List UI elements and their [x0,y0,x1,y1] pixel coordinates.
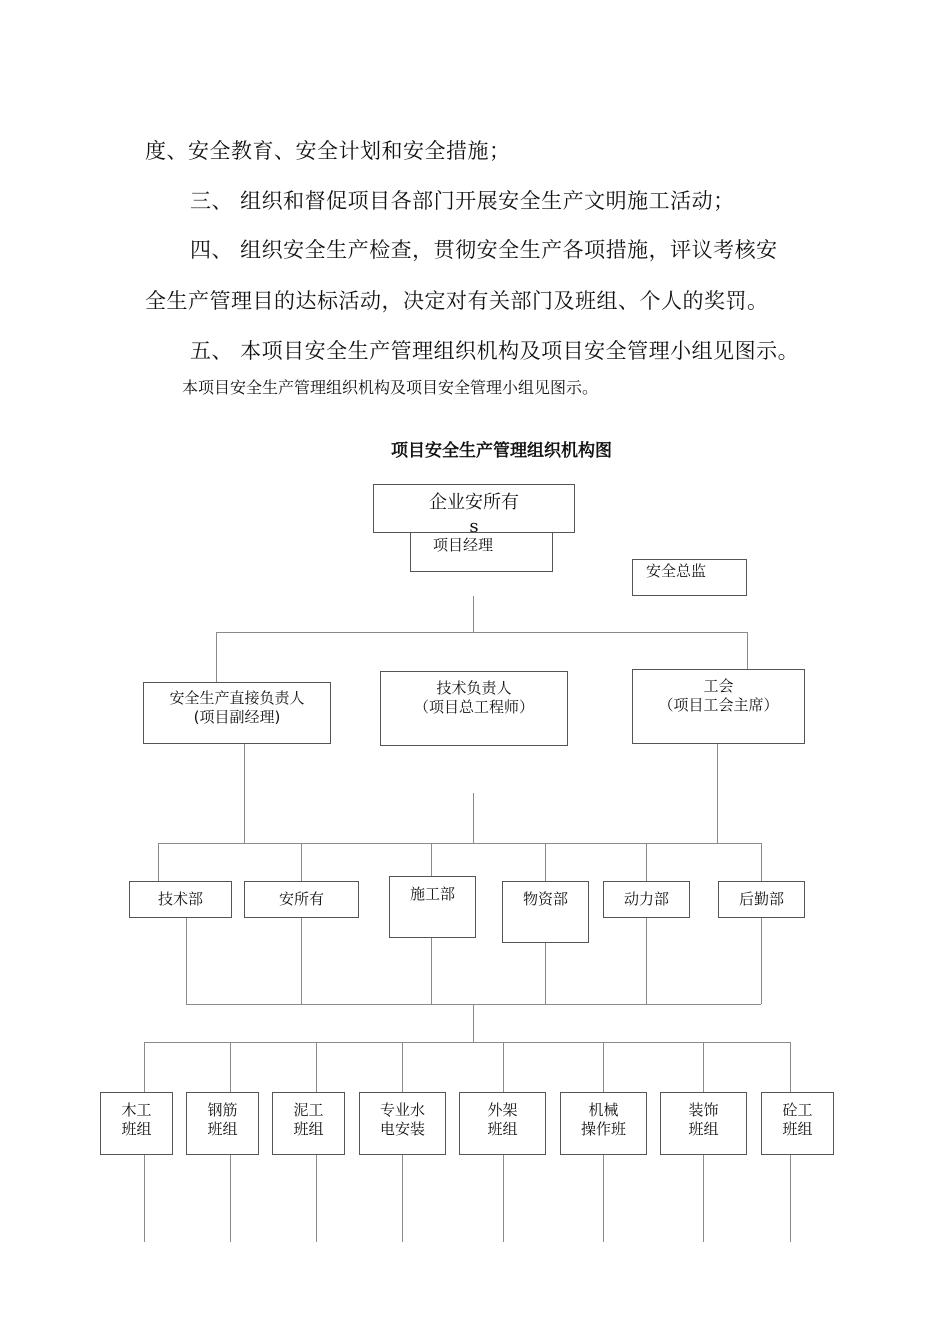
org-node-chief-engineer: 技术负责人 （项目总工程师） [380,671,568,746]
org-node-enterprise [373,484,575,533]
dept-materials: 物资部 [502,881,589,943]
org-node-enterprise-line2: s [469,516,479,533]
team-concrete: 砼工 班组 [761,1092,834,1155]
org-node-safety-supervisor: 安全总监 [632,559,747,596]
figure-note: 本项目安全生产管理组织机构及项目安全管理小组见图示。 [182,378,599,397]
team-decoration: 装饰 班组 [660,1092,747,1155]
team-rebar: 钢筋 班组 [186,1092,259,1155]
dept-logistics: 后勤部 [718,881,805,918]
paragraph-2: 三、 组织和督促项目各部门开展安全生产文明施工活动； [190,189,735,213]
org-node-deputy-manager: 安全生产直接负责人 (项目副经理) [143,682,331,744]
team-plumbing-electrical: 专业水 电安装 [359,1092,446,1155]
team-scaffolding: 外架 班组 [459,1092,546,1155]
org-node-project-manager: 项目经理 [410,532,553,572]
dept-construction: 施工部 [389,876,476,938]
org-chart-title: 项目安全生产管理组织机构图 [391,441,612,461]
paragraph-1: 度、安全教育、安全计划和安全措施； [145,139,511,163]
team-machinery: 机械 操作班 [560,1092,647,1155]
paragraph-3: 四、 组织安全生产检查，贯彻安全生产各项措施，评议考核安 [190,238,778,262]
team-masonry: 泥工 班组 [272,1092,345,1155]
team-carpentry: 木工 班组 [100,1092,173,1155]
org-node-union: 工会 （项目工会主席） [632,669,805,744]
dept-power: 动力部 [603,881,690,918]
paragraph-4: 全生产管理目的达标活动，决定对有关部门及班组、个人的奖罚。 [145,289,769,313]
paragraph-5: 五、 本项目安全生产管理组织机构及项目安全管理小组见图示。 [190,339,800,363]
org-node-enterprise-line1: 企业安所有 [429,492,519,513]
dept-tech: 技术部 [129,881,232,918]
dept-safety: 安所有 [244,881,359,918]
